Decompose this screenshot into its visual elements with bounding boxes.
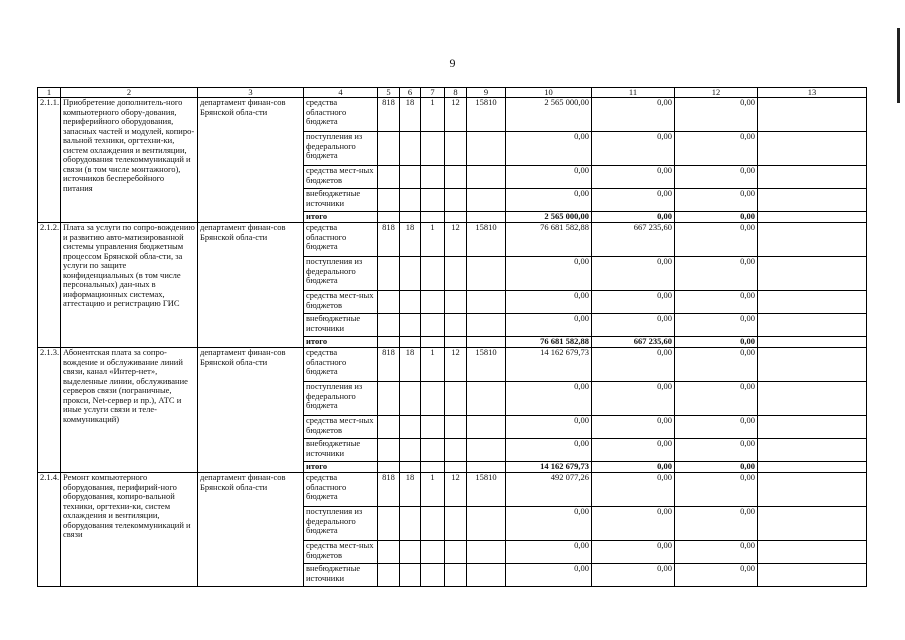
header-cell: 10	[506, 88, 592, 98]
code-cell	[467, 212, 506, 223]
amount-col11: 0,00	[592, 348, 675, 382]
table-row	[38, 473, 867, 507]
amount-col11: 0,00	[592, 541, 675, 564]
amount-col10: 2 565 000,00	[506, 98, 592, 132]
code-cell	[400, 382, 421, 416]
code-cell	[421, 507, 445, 541]
header-cell: 4	[304, 88, 378, 98]
code-cell	[467, 314, 506, 337]
header-row	[38, 88, 867, 98]
code-cell	[400, 541, 421, 564]
code-cell	[378, 564, 400, 587]
amount-col10: 0,00	[506, 507, 592, 541]
amount-col10: 2 565 000,00	[506, 212, 592, 223]
code-cell	[421, 439, 445, 462]
empty-col13	[758, 348, 867, 382]
code-cell	[378, 132, 400, 166]
amount-col12: 0,00	[675, 337, 758, 348]
header-cell: 8	[445, 88, 467, 98]
funding-source: поступления из федерального бюджета	[304, 132, 378, 166]
amount-col12: 0,00	[675, 382, 758, 416]
code-cell: 12	[445, 348, 467, 382]
amount-col11: 667 235,60	[592, 337, 675, 348]
funding-source: итого	[304, 337, 378, 348]
code-cell	[400, 132, 421, 166]
item-name: Ремонт компьютерного оборудования, перифирий-ного оборудования, копиро-вальной техники, оргтехни-ки, систем охлаждения и вентиляции, оборудования телекоммуникаций и связи	[61, 473, 198, 587]
amount-col12: 0,00	[675, 416, 758, 439]
amount-col12: 0,00	[675, 473, 758, 507]
amount-col12: 0,00	[675, 189, 758, 212]
code-cell	[421, 291, 445, 314]
code-cell	[378, 416, 400, 439]
empty-col13	[758, 98, 867, 132]
funding-source: поступления из федерального бюджета	[304, 507, 378, 541]
code-cell	[421, 382, 445, 416]
code-cell: 18	[400, 223, 421, 257]
empty-col13	[758, 132, 867, 166]
code-cell	[445, 541, 467, 564]
funding-source: поступления из федерального бюджета	[304, 257, 378, 291]
code-cell	[400, 564, 421, 587]
code-cell	[378, 337, 400, 348]
code-cell	[445, 337, 467, 348]
code-cell: 818	[378, 223, 400, 257]
code-cell	[378, 462, 400, 473]
code-cell	[445, 507, 467, 541]
code-cell	[467, 462, 506, 473]
empty-col13	[758, 462, 867, 473]
code-cell	[421, 564, 445, 587]
empty-col13	[758, 189, 867, 212]
code-cell	[378, 212, 400, 223]
code-cell	[445, 564, 467, 587]
amount-col12: 0,00	[675, 314, 758, 337]
table-body	[38, 88, 867, 587]
code-cell: 12	[445, 98, 467, 132]
amount-col11: 0,00	[592, 257, 675, 291]
margin-mark	[897, 28, 900, 103]
funding-source: внебюджетные источники	[304, 439, 378, 462]
amount-col12: 0,00	[675, 223, 758, 257]
code-cell	[421, 416, 445, 439]
code-cell	[400, 212, 421, 223]
code-cell	[400, 291, 421, 314]
item-number: 2.1.2.	[38, 223, 61, 348]
code-cell	[445, 132, 467, 166]
amount-col12: 0,00	[675, 439, 758, 462]
code-cell	[421, 166, 445, 189]
empty-col13	[758, 291, 867, 314]
empty-col13	[758, 416, 867, 439]
code-cell	[400, 507, 421, 541]
amount-col10: 0,00	[506, 132, 592, 166]
amount-col12: 0,00	[675, 462, 758, 473]
code-cell: 818	[378, 473, 400, 507]
code-cell	[421, 462, 445, 473]
code-cell: 1	[421, 98, 445, 132]
amount-col11: 0,00	[592, 507, 675, 541]
code-cell	[421, 132, 445, 166]
amount-col11: 0,00	[592, 132, 675, 166]
empty-col13	[758, 541, 867, 564]
code-cell	[445, 439, 467, 462]
code-cell	[378, 382, 400, 416]
amount-col10: 14 162 679,73	[506, 462, 592, 473]
code-cell	[378, 291, 400, 314]
code-cell	[445, 257, 467, 291]
code-cell: 1	[421, 473, 445, 507]
code-cell: 18	[400, 348, 421, 382]
code-cell: 818	[378, 348, 400, 382]
amount-col10: 0,00	[506, 439, 592, 462]
code-cell: 15810	[467, 98, 506, 132]
amount-col11: 0,00	[592, 212, 675, 223]
empty-col13	[758, 257, 867, 291]
header-cell: 5	[378, 88, 400, 98]
amount-col12: 0,00	[675, 132, 758, 166]
empty-col13	[758, 212, 867, 223]
amount-col11: 0,00	[592, 473, 675, 507]
code-cell	[400, 189, 421, 212]
budget-table	[37, 87, 867, 587]
empty-col13	[758, 337, 867, 348]
code-cell	[445, 166, 467, 189]
amount-col10: 76 681 582,88	[506, 223, 592, 257]
code-cell	[378, 257, 400, 291]
amount-col10: 0,00	[506, 314, 592, 337]
item-name: Приобретение дополнитель-ного компьютерного обору-дования, периферийного оборудования, запасных частей и модулей, копиро-вальной техники, оргтехни-ки, систем охлаждения и вентиляции, оборудования телекоммуникаций и связи (в том числе монтажного), источников бесперебойного питания	[61, 98, 198, 223]
empty-col13	[758, 223, 867, 257]
item-executor: департамент финан-сов Брянской обла-сти	[198, 348, 304, 473]
amount-col11: 0,00	[592, 416, 675, 439]
funding-source: внебюджетные источники	[304, 314, 378, 337]
code-cell	[400, 462, 421, 473]
amount-col12: 0,00	[675, 291, 758, 314]
amount-col10: 0,00	[506, 564, 592, 587]
item-number: 2.1.4.	[38, 473, 61, 587]
table-row	[38, 348, 867, 382]
funding-source: внебюджетные источники	[304, 564, 378, 587]
code-cell	[467, 257, 506, 291]
code-cell	[421, 337, 445, 348]
code-cell	[400, 439, 421, 462]
header-cell: 12	[675, 88, 758, 98]
amount-col11: 0,00	[592, 291, 675, 314]
code-cell: 18	[400, 473, 421, 507]
code-cell	[445, 212, 467, 223]
code-cell	[421, 541, 445, 564]
header-cell: 7	[421, 88, 445, 98]
amount-col11: 0,00	[592, 189, 675, 212]
funding-source: средства мест-ных бюджетов	[304, 416, 378, 439]
amount-col11: 0,00	[592, 564, 675, 587]
code-cell	[467, 507, 506, 541]
funding-source: средства областного бюджета	[304, 223, 378, 257]
code-cell	[467, 132, 506, 166]
item-name: Абонентская плата за сопро-вождение и обслуживание линий связи, канал «Интер-нет», выделенные линии, обслуживание серверов связи (пограничные, прокси, Net-сервер и пр.), АТС и иные услуги связи и теле-коммуникаций)	[61, 348, 198, 473]
amount-col11: 0,00	[592, 314, 675, 337]
code-cell: 15810	[467, 348, 506, 382]
funding-source: итого	[304, 212, 378, 223]
code-cell	[467, 166, 506, 189]
funding-source: внебюджетные источники	[304, 189, 378, 212]
code-cell	[400, 314, 421, 337]
amount-col10: 0,00	[506, 257, 592, 291]
table-row	[38, 98, 867, 132]
header-cell: 9	[467, 88, 506, 98]
item-number: 2.1.3.	[38, 348, 61, 473]
amount-col12: 0,00	[675, 212, 758, 223]
empty-col13	[758, 564, 867, 587]
header-cell: 1	[38, 88, 61, 98]
amount-col10: 14 162 679,73	[506, 348, 592, 382]
empty-col13	[758, 439, 867, 462]
code-cell	[421, 314, 445, 337]
funding-source: средства мест-ных бюджетов	[304, 541, 378, 564]
code-cell: 15810	[467, 223, 506, 257]
amount-col10: 0,00	[506, 166, 592, 189]
code-cell	[421, 189, 445, 212]
code-cell	[467, 189, 506, 212]
amount-col12: 0,00	[675, 98, 758, 132]
page-number: 9	[449, 56, 456, 70]
amount-col10: 0,00	[506, 541, 592, 564]
code-cell	[378, 189, 400, 212]
header-cell: 3	[198, 88, 304, 98]
funding-source: средства мест-ных бюджетов	[304, 166, 378, 189]
empty-col13	[758, 507, 867, 541]
code-cell: 12	[445, 223, 467, 257]
amount-col12: 0,00	[675, 507, 758, 541]
code-cell	[467, 439, 506, 462]
table-row	[38, 223, 867, 257]
code-cell	[467, 337, 506, 348]
code-cell	[445, 382, 467, 416]
header-cell: 6	[400, 88, 421, 98]
amount-col12: 0,00	[675, 257, 758, 291]
code-cell	[467, 541, 506, 564]
empty-col13	[758, 382, 867, 416]
code-cell	[378, 541, 400, 564]
code-cell	[400, 416, 421, 439]
amount-col10: 76 681 582,88	[506, 337, 592, 348]
code-cell	[445, 314, 467, 337]
funding-source: поступления из федерального бюджета	[304, 382, 378, 416]
code-cell	[378, 166, 400, 189]
amount-col11: 0,00	[592, 462, 675, 473]
item-name: Плата за услуги по сопро-вождению и развитию авто-матизированной системы управления бюджетным процессом Брянской обла-сти, за услуги по защите конфиденциальных (в том числе персональных) дан-ных в информационных системах, аттестацию и регистрацию ГИС	[61, 223, 198, 348]
header-cell: 11	[592, 88, 675, 98]
amount-col12: 0,00	[675, 166, 758, 189]
amount-col10: 0,00	[506, 416, 592, 439]
amount-col11: 0,00	[592, 166, 675, 189]
amount-col11: 0,00	[592, 439, 675, 462]
code-cell: 1	[421, 348, 445, 382]
code-cell	[421, 257, 445, 291]
header-cell: 13	[758, 88, 867, 98]
amount-col10: 492 077,26	[506, 473, 592, 507]
code-cell	[467, 291, 506, 314]
amount-col10: 0,00	[506, 291, 592, 314]
amount-col10: 0,00	[506, 189, 592, 212]
header-cell: 2	[61, 88, 198, 98]
code-cell	[467, 382, 506, 416]
amount-col11: 0,00	[592, 382, 675, 416]
amount-col12: 0,00	[675, 541, 758, 564]
empty-col13	[758, 314, 867, 337]
code-cell	[421, 212, 445, 223]
item-number: 2.1.1.	[38, 98, 61, 223]
funding-source: средства областного бюджета	[304, 473, 378, 507]
code-cell	[445, 462, 467, 473]
amount-col11: 667 235,60	[592, 223, 675, 257]
funding-source: средства областного бюджета	[304, 98, 378, 132]
code-cell	[400, 337, 421, 348]
amount-col12: 0,00	[675, 564, 758, 587]
item-executor: департамент финан-сов Брянской обла-сти	[198, 223, 304, 348]
code-cell	[467, 564, 506, 587]
funding-source: средства мест-ных бюджетов	[304, 291, 378, 314]
code-cell: 1	[421, 223, 445, 257]
code-cell	[445, 291, 467, 314]
code-cell	[400, 257, 421, 291]
code-cell	[445, 189, 467, 212]
code-cell	[378, 439, 400, 462]
funding-source: средства областного бюджета	[304, 348, 378, 382]
code-cell: 15810	[467, 473, 506, 507]
code-cell	[445, 416, 467, 439]
item-executor: департамент финан-сов Брянской обла-сти	[198, 473, 304, 587]
code-cell: 18	[400, 98, 421, 132]
code-cell: 818	[378, 98, 400, 132]
empty-col13	[758, 166, 867, 189]
code-cell	[467, 416, 506, 439]
code-cell: 12	[445, 473, 467, 507]
amount-col10: 0,00	[506, 382, 592, 416]
amount-col12: 0,00	[675, 348, 758, 382]
code-cell	[378, 314, 400, 337]
funding-source: итого	[304, 462, 378, 473]
item-executor: департамент финан-сов Брянской обла-сти	[198, 98, 304, 223]
empty-col13	[758, 473, 867, 507]
code-cell	[400, 166, 421, 189]
code-cell	[378, 507, 400, 541]
amount-col11: 0,00	[592, 98, 675, 132]
